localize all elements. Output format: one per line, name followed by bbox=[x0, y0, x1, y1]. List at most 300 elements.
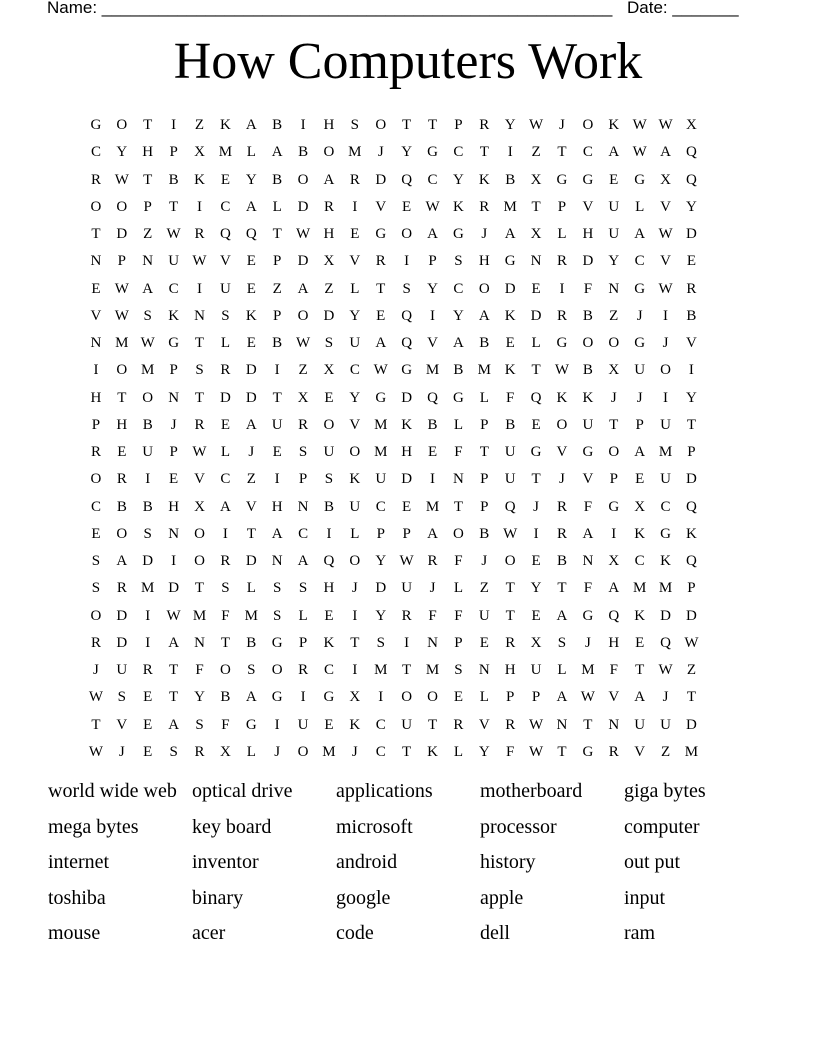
grid-letter: Z bbox=[609, 307, 619, 324]
grid-letter: C bbox=[168, 280, 179, 297]
grid-letter: I bbox=[430, 307, 436, 324]
grid-letter: W bbox=[140, 335, 155, 352]
grid-letter: D bbox=[116, 226, 128, 243]
grid-letter: I bbox=[507, 144, 513, 161]
grid-letter: N bbox=[608, 716, 620, 733]
grid-letter: K bbox=[634, 525, 646, 542]
grid-letter: S bbox=[273, 607, 282, 624]
grid-letter: S bbox=[273, 580, 282, 597]
grid-letter: T bbox=[246, 525, 256, 542]
grid-letter: O bbox=[349, 553, 361, 570]
grid-letter: R bbox=[194, 226, 205, 243]
grid-letter: J bbox=[351, 580, 358, 597]
grid-letter: P bbox=[91, 416, 101, 433]
grid-letter: O bbox=[504, 553, 516, 570]
grid-letter: G bbox=[582, 743, 594, 760]
grid-letter: A bbox=[634, 689, 646, 706]
grid-letter: E bbox=[635, 634, 645, 651]
grid-letter: T bbox=[583, 716, 593, 733]
grid-letter: V bbox=[582, 198, 594, 215]
grid-letter: E bbox=[376, 307, 386, 324]
grid-letter: D bbox=[686, 716, 697, 733]
grid-letter: D bbox=[401, 389, 413, 406]
word-list-item: internet bbox=[48, 851, 110, 873]
grid-letter: V bbox=[194, 471, 205, 488]
grid-letter: G bbox=[556, 171, 568, 188]
grid-letter: P bbox=[169, 444, 178, 461]
grid-letter: E bbox=[143, 716, 153, 733]
grid-letter: Y bbox=[349, 307, 361, 324]
grid-letter: M bbox=[218, 144, 233, 161]
grid-letter: U bbox=[349, 498, 361, 515]
grid-letter: H bbox=[504, 662, 516, 679]
grid-letter: N bbox=[556, 716, 568, 733]
grid-letter: X bbox=[323, 253, 335, 270]
grid-row bbox=[83, 575, 735, 602]
grid-row bbox=[83, 221, 735, 248]
grid-letter: C bbox=[375, 716, 386, 733]
grid-letter: M bbox=[632, 580, 647, 597]
grid-letter: A bbox=[297, 280, 309, 297]
grid-letter: U bbox=[271, 416, 283, 433]
grid-letter: G bbox=[271, 689, 283, 706]
grid-letter: T bbox=[91, 226, 101, 243]
grid-letter: X bbox=[194, 498, 205, 515]
grid-letter: U bbox=[401, 716, 413, 733]
grid-letter: Z bbox=[194, 117, 205, 134]
grid-letter: P bbox=[169, 362, 178, 379]
grid-row bbox=[83, 548, 735, 575]
grid-letter: D bbox=[660, 607, 671, 624]
grid-letter: G bbox=[608, 498, 620, 515]
grid-letter: S bbox=[402, 280, 411, 297]
grid-letter: C bbox=[90, 498, 101, 515]
grid-letter: J bbox=[248, 444, 255, 461]
grid-letter: Q bbox=[245, 226, 257, 243]
grid-row bbox=[83, 112, 735, 139]
word-list-item: inventor bbox=[192, 851, 259, 873]
grid-letter: I bbox=[559, 280, 565, 297]
grid-letter: U bbox=[478, 607, 490, 624]
grid-letter: W bbox=[166, 226, 181, 243]
grid-letter: W bbox=[114, 171, 129, 188]
grid-letter: E bbox=[246, 253, 256, 270]
grid-letter: E bbox=[531, 416, 541, 433]
grid-letter: F bbox=[506, 743, 515, 760]
grid-letter: Z bbox=[246, 471, 256, 488]
grid-letter: W bbox=[503, 525, 518, 542]
grid-letter: E bbox=[220, 416, 230, 433]
grid-letter: X bbox=[349, 689, 361, 706]
grid-letter: B bbox=[142, 498, 153, 515]
grid-letter: S bbox=[169, 743, 178, 760]
grid-letter: T bbox=[686, 416, 697, 433]
grid-row bbox=[83, 712, 735, 739]
grid-letter: E bbox=[91, 280, 101, 297]
grid-letter: Q bbox=[401, 335, 413, 352]
grid-letter: T bbox=[194, 335, 205, 352]
word-list-item: processor bbox=[480, 815, 557, 838]
grid-letter: J bbox=[584, 634, 591, 651]
grid-letter: I bbox=[145, 607, 151, 624]
grid-letter: Z bbox=[143, 226, 153, 243]
grid-letter: G bbox=[660, 525, 671, 542]
grid-letter: F bbox=[583, 498, 593, 515]
grid-letter: Y bbox=[504, 117, 516, 134]
grid-letter: X bbox=[608, 362, 620, 379]
grid-letter: D bbox=[323, 307, 335, 324]
grid-letter: D bbox=[401, 471, 413, 488]
grid-letter: X bbox=[608, 553, 620, 570]
grid-letter: M bbox=[141, 362, 155, 379]
grid-letter: R bbox=[194, 743, 205, 760]
grid-letter: Q bbox=[608, 607, 620, 624]
header-line bbox=[47, 0, 747, 18]
grid-letter: P bbox=[273, 253, 282, 270]
grid-letter: E bbox=[402, 198, 412, 215]
grid-letter: O bbox=[375, 117, 387, 134]
grid-letter: G bbox=[504, 253, 516, 270]
grid-letter: M bbox=[192, 607, 207, 624]
grid-letter: K bbox=[556, 389, 568, 406]
grid-letter: G bbox=[375, 226, 387, 243]
grid-letter: P bbox=[428, 253, 437, 270]
grid-letter: Q bbox=[427, 389, 438, 406]
grid-letter: J bbox=[274, 743, 281, 760]
grid-letter: J bbox=[662, 689, 669, 706]
grid-letter: R bbox=[427, 553, 438, 570]
grid-letter: D bbox=[245, 553, 257, 570]
grid-letter: M bbox=[115, 335, 129, 352]
grid-letter: G bbox=[556, 335, 568, 352]
grid-letter: W bbox=[529, 117, 544, 134]
grid-letter: I bbox=[663, 307, 669, 324]
grid-letter: U bbox=[323, 444, 335, 461]
grid-letter: M bbox=[322, 743, 336, 760]
name-field: Name: ______________________________________________________ bbox=[47, 0, 613, 17]
grid-letter: L bbox=[272, 198, 282, 215]
grid-letter: S bbox=[195, 716, 204, 733]
grid-letter: S bbox=[324, 335, 334, 352]
grid-letter: O bbox=[478, 280, 490, 297]
grid-letter: Q bbox=[401, 307, 413, 324]
grid-letter: I bbox=[430, 471, 436, 488]
grid-letter: E bbox=[505, 335, 515, 352]
grid-row bbox=[83, 385, 735, 412]
grid-row bbox=[83, 194, 735, 221]
grid-letter: U bbox=[168, 253, 180, 270]
grid-letter: J bbox=[351, 743, 358, 760]
grid-letter: J bbox=[610, 389, 617, 406]
grid-letter: S bbox=[557, 634, 567, 651]
grid-letter: S bbox=[91, 580, 101, 597]
grid-letter: X bbox=[530, 634, 542, 651]
grid-letter: K bbox=[168, 307, 180, 324]
grid-letter: D bbox=[530, 307, 542, 324]
grid-letter: A bbox=[142, 280, 154, 297]
grid-row bbox=[83, 439, 735, 466]
grid-letter: G bbox=[452, 226, 464, 243]
grid-letter: O bbox=[90, 471, 102, 488]
grid-letter: J bbox=[662, 335, 669, 352]
grid-letter: Z bbox=[298, 362, 308, 379]
grid-letter: R bbox=[375, 253, 386, 270]
grid-letter: M bbox=[244, 607, 258, 624]
grid-letter: G bbox=[323, 689, 335, 706]
grid-row bbox=[83, 248, 735, 275]
grid-letter: E bbox=[246, 335, 256, 352]
grid-letter: K bbox=[504, 362, 516, 379]
word-list-item: microsoft bbox=[336, 815, 413, 838]
grid-letter: R bbox=[90, 444, 101, 461]
grid-letter: X bbox=[219, 743, 231, 760]
grid-letter: X bbox=[297, 389, 309, 406]
grid-letter: I bbox=[145, 471, 151, 488]
grid-letter: H bbox=[90, 389, 102, 406]
grid-letter: C bbox=[90, 144, 101, 161]
grid-letter: T bbox=[531, 362, 541, 379]
grid-letter: J bbox=[636, 389, 643, 406]
word-list-item: world wide web bbox=[48, 780, 177, 802]
grid-letter: W bbox=[658, 226, 673, 243]
grid-letter: B bbox=[272, 171, 283, 188]
grid-letter: R bbox=[323, 198, 334, 215]
grid-letter: Q bbox=[686, 553, 697, 570]
grid-letter: G bbox=[634, 335, 646, 352]
grid-letter: Z bbox=[479, 580, 489, 597]
grid-letter: U bbox=[608, 198, 620, 215]
grid-letter: S bbox=[91, 553, 101, 570]
grid-letter: C bbox=[220, 198, 231, 215]
grid-letter: T bbox=[350, 634, 360, 651]
grid-letter: B bbox=[272, 117, 283, 134]
grid-letter: A bbox=[168, 634, 180, 651]
grid-letter: A bbox=[634, 444, 646, 461]
grid-letter: T bbox=[402, 662, 412, 679]
grid-letter: B bbox=[556, 553, 567, 570]
grid-letter: T bbox=[272, 389, 282, 406]
grid-letter: E bbox=[324, 716, 334, 733]
grid-letter: V bbox=[90, 307, 102, 324]
grid-letter: P bbox=[531, 689, 541, 706]
grid-letter: L bbox=[531, 335, 541, 352]
grid-letter: I bbox=[93, 362, 99, 379]
grid-letter: O bbox=[608, 444, 620, 461]
grid-letter: T bbox=[117, 389, 127, 406]
grid-letter: B bbox=[479, 335, 490, 352]
grid-letter: B bbox=[505, 416, 516, 433]
grid-row bbox=[83, 739, 735, 766]
grid-letter: B bbox=[582, 307, 593, 324]
grid-letter: L bbox=[350, 280, 360, 297]
grid-letter: B bbox=[142, 416, 153, 433]
grid-row bbox=[83, 603, 735, 630]
grid-letter: A bbox=[427, 525, 438, 542]
grid-letter: A bbox=[452, 335, 464, 352]
grid-letter: R bbox=[349, 171, 360, 188]
word-list bbox=[48, 780, 768, 958]
grid-letter: T bbox=[194, 389, 205, 406]
grid-letter: R bbox=[298, 662, 309, 679]
word-list-item: mega bytes bbox=[48, 815, 139, 838]
grid-letter: C bbox=[220, 471, 231, 488]
grid-letter: L bbox=[479, 389, 489, 406]
grid-letter: C bbox=[453, 144, 464, 161]
grid-letter: Q bbox=[686, 171, 697, 188]
grid-letter: R bbox=[505, 634, 516, 651]
grid-letter: A bbox=[504, 226, 516, 243]
grid-letter: B bbox=[220, 689, 231, 706]
grid-letter: O bbox=[271, 662, 283, 679]
grid-row bbox=[83, 330, 735, 357]
grid-letter: M bbox=[425, 662, 440, 679]
grid-letter: O bbox=[323, 416, 335, 433]
grid-letter: A bbox=[271, 525, 283, 542]
word-list-item: motherboard bbox=[480, 780, 583, 802]
grid-letter: D bbox=[686, 471, 697, 488]
grid-letter: W bbox=[192, 444, 207, 461]
grid-letter: S bbox=[350, 117, 360, 134]
grid-letter: J bbox=[377, 144, 384, 161]
word-list-item: key board bbox=[192, 815, 272, 838]
grid-letter: T bbox=[169, 198, 179, 215]
grid-letter: I bbox=[611, 525, 617, 542]
grid-letter: P bbox=[376, 525, 385, 542]
word-list-item: mouse bbox=[48, 922, 101, 944]
grid-letter: C bbox=[427, 171, 438, 188]
word-list-item: input bbox=[624, 886, 666, 909]
grid-letter: E bbox=[143, 689, 153, 706]
grid-letter: G bbox=[427, 144, 438, 161]
grid-letter: H bbox=[401, 444, 413, 461]
grid-letter: C bbox=[375, 498, 386, 515]
grid-letter: Z bbox=[272, 280, 282, 297]
grid-letter: X bbox=[194, 144, 205, 161]
grid-letter: E bbox=[402, 498, 412, 515]
grid-letter: Z bbox=[531, 144, 541, 161]
grid-letter: E bbox=[324, 389, 334, 406]
grid-letter: M bbox=[503, 198, 517, 215]
word-list-item: apple bbox=[480, 886, 524, 909]
grid-letter: O bbox=[90, 607, 102, 624]
grid-letter: O bbox=[556, 416, 568, 433]
grid-letter: A bbox=[219, 498, 231, 515]
grid-letter: K bbox=[504, 307, 516, 324]
grid-letter: A bbox=[245, 198, 257, 215]
grid-letter: P bbox=[635, 416, 644, 433]
grid-letter: R bbox=[142, 662, 153, 679]
grid-letter: C bbox=[349, 362, 360, 379]
grid-letter: L bbox=[453, 743, 463, 760]
grid-letter: G bbox=[245, 716, 257, 733]
grid-letter: Q bbox=[530, 389, 542, 406]
word-list-item: google bbox=[336, 886, 391, 909]
grid-letter: B bbox=[168, 171, 179, 188]
date-field: Date: _______ bbox=[627, 0, 739, 17]
word-list-item: history bbox=[480, 851, 536, 873]
grid-letter: I bbox=[688, 362, 694, 379]
grid-letter: F bbox=[454, 553, 463, 570]
grid-letter: K bbox=[634, 607, 646, 624]
grid-letter: J bbox=[559, 471, 565, 488]
grid-letter: Y bbox=[686, 389, 697, 406]
grid-letter: P bbox=[480, 471, 489, 488]
grid-letter: T bbox=[427, 117, 438, 134]
grid-letter: O bbox=[401, 689, 413, 706]
grid-letter: I bbox=[300, 689, 306, 706]
grid-letter: W bbox=[632, 117, 647, 134]
grid-letter: O bbox=[608, 335, 620, 352]
grid-letter: X bbox=[634, 498, 646, 515]
grid-letter: J bbox=[636, 307, 643, 324]
grid-letter: O bbox=[116, 198, 128, 215]
grid-letter: F bbox=[583, 280, 593, 297]
grid-letter: A bbox=[168, 716, 180, 733]
grid-letter: I bbox=[274, 362, 280, 379]
grid-letter: V bbox=[582, 471, 594, 488]
grid-letter: P bbox=[143, 198, 152, 215]
grid-letter: L bbox=[350, 525, 360, 542]
grid-letter: K bbox=[427, 743, 438, 760]
grid-letter: F bbox=[454, 607, 463, 624]
grid-letter: H bbox=[168, 498, 180, 515]
grid-letter: T bbox=[169, 662, 179, 679]
letter-grid bbox=[83, 112, 735, 766]
page-title: How Computers Work bbox=[173, 33, 643, 90]
grid-letter: N bbox=[297, 498, 309, 515]
word-list-item: giga bytes bbox=[624, 780, 706, 802]
grid-letter: R bbox=[220, 362, 231, 379]
grid-letter: H bbox=[323, 580, 335, 597]
grid-letter: A bbox=[608, 144, 620, 161]
grid-row bbox=[83, 466, 735, 493]
grid-letter: I bbox=[274, 716, 280, 733]
grid-letter: G bbox=[452, 389, 464, 406]
grid-letter: D bbox=[245, 389, 257, 406]
grid-letter: R bbox=[90, 634, 101, 651]
grid-letter: R bbox=[556, 498, 567, 515]
grid-letter: O bbox=[219, 662, 231, 679]
grid-letter: Q bbox=[401, 171, 413, 188]
grid-letter: V bbox=[349, 416, 361, 433]
grid-letter: E bbox=[531, 553, 541, 570]
grid-letter: U bbox=[401, 580, 413, 597]
grid-letter: U bbox=[660, 416, 671, 433]
grid-letter: L bbox=[635, 198, 645, 215]
grid-letter: J bbox=[533, 498, 539, 515]
grid-letter: S bbox=[195, 362, 204, 379]
grid-letter: M bbox=[348, 144, 362, 161]
grid-letter: W bbox=[580, 689, 595, 706]
grid-letter: D bbox=[116, 634, 128, 651]
grid-letter: J bbox=[118, 743, 125, 760]
grid-letter: P bbox=[480, 498, 489, 515]
grid-letter: W bbox=[399, 553, 414, 570]
grid-letter: E bbox=[324, 607, 334, 624]
grid-letter: K bbox=[401, 416, 413, 433]
grid-row bbox=[83, 276, 735, 303]
word-list-item: binary bbox=[192, 886, 244, 909]
grid-letter: T bbox=[453, 498, 463, 515]
grid-letter: W bbox=[88, 743, 104, 760]
grid-letter: C bbox=[582, 144, 593, 161]
grid-letter: R bbox=[298, 416, 309, 433]
grid-row bbox=[83, 657, 735, 684]
grid-letter: E bbox=[272, 444, 282, 461]
grid-letter: T bbox=[531, 198, 541, 215]
grid-letter: Q bbox=[323, 553, 335, 570]
grid-letter: K bbox=[582, 389, 594, 406]
